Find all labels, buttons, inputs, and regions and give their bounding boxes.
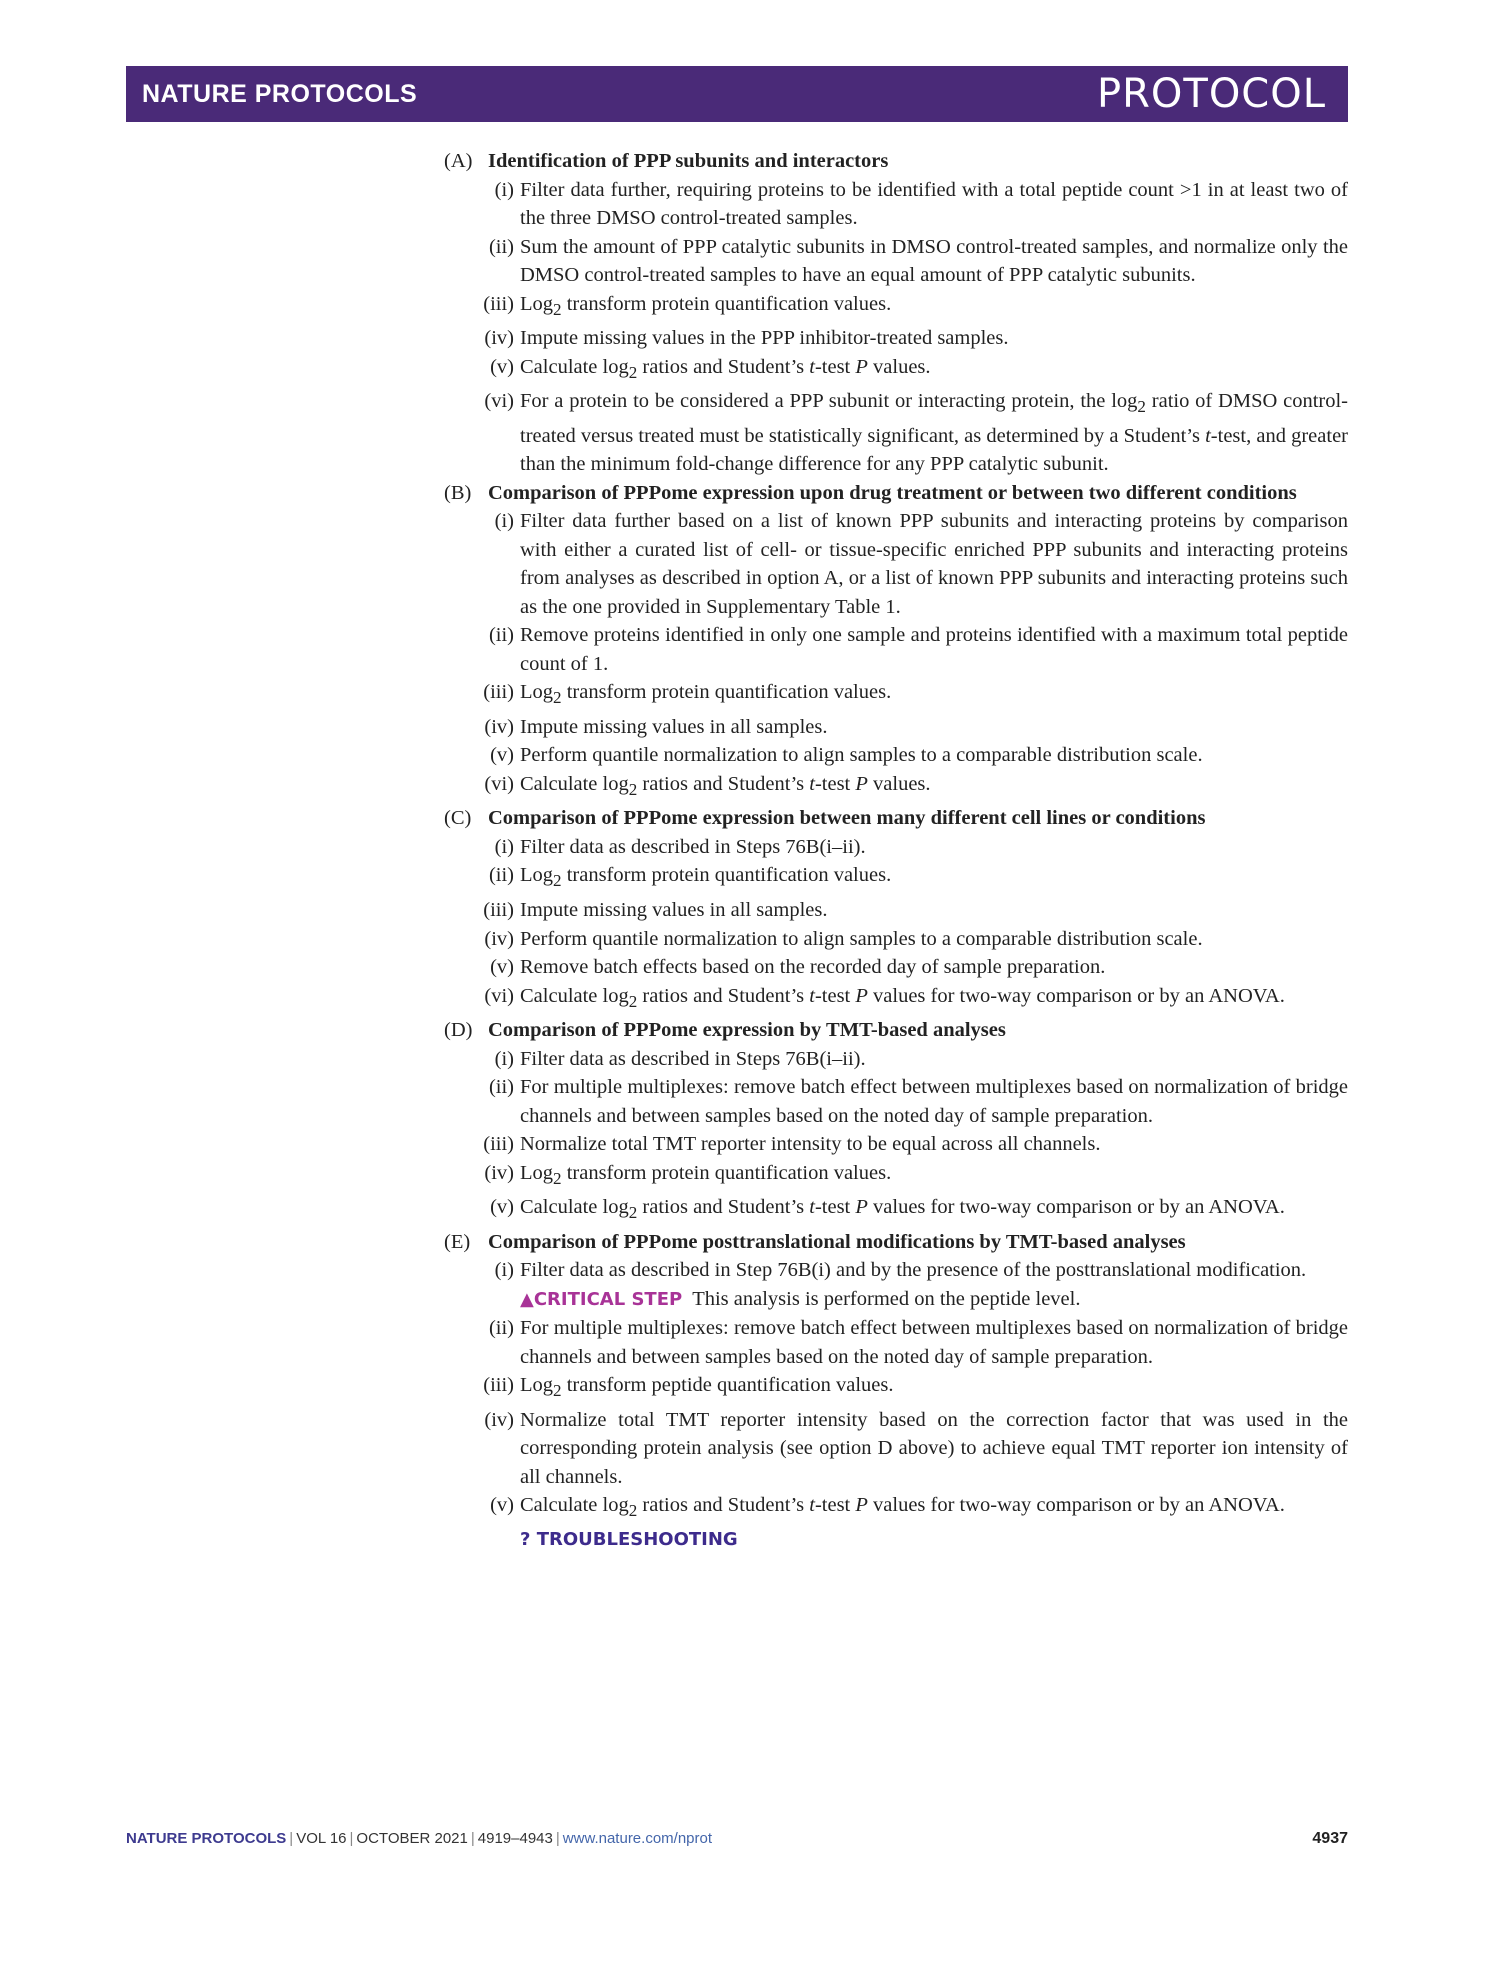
- step-label: (ii): [488, 235, 514, 258]
- step-label: (v): [490, 744, 514, 767]
- step-label: (iv): [484, 715, 514, 738]
- option-heading: [444, 1016, 1348, 1045]
- step-label: (iv): [484, 327, 514, 350]
- step-text: Calculate $\log_2$ ratios and Student’s t-test P values.: [520, 772, 931, 799]
- step-item: [444, 290, 1348, 325]
- option-heading: [444, 1228, 1348, 1257]
- footer-volume: VOL 16: [296, 1830, 347, 1847]
- step-text: Log$_2$ transform protein quantification values.: [520, 1161, 892, 1188]
- footer-pages: 4919–4943: [477, 1830, 553, 1847]
- header-bar: [126, 66, 1348, 122]
- critical-step-note: [444, 1285, 1348, 1315]
- article-type: PROTOCOL: [1096, 71, 1326, 117]
- step-label: (i): [494, 178, 514, 201]
- option-label: (E): [444, 1230, 471, 1253]
- step-item: [444, 387, 1348, 479]
- step-item: [444, 176, 1348, 233]
- step-label: (iv): [484, 1161, 514, 1184]
- step-label: (ii): [488, 1076, 514, 1099]
- step-item: [444, 507, 1348, 621]
- step-text: Filter data further based on a list of known PPP subunits and interacting proteins by comparison with either a curated list of cell- or tissue-specific enriched PPP subunits and interacting proteins from analyses as described in option A, or a list of known PPP subunits and interacting proteins such as the one provided in Supplementary Table 1.: [520, 510, 1348, 618]
- step-item: [444, 741, 1348, 770]
- step-text: For multiple multiplexes: remove batch effect between multiplexes based on normalization of bridge channels and between samples based on the noted day of sample preparation.: [520, 1317, 1348, 1368]
- step-item: [444, 1371, 1348, 1406]
- step-item: [444, 925, 1348, 954]
- option-title: Comparison of PPPome expression between many different cell lines or conditions: [488, 807, 1206, 830]
- step-item: [444, 1406, 1348, 1492]
- footer-journal: NATURE PROTOCOLS: [126, 1830, 287, 1847]
- step-text: Impute missing values in the PPP inhibitor-treated samples.: [520, 327, 1009, 350]
- step-text: Remove batch effects based on the recorded day of sample preparation.: [520, 956, 1106, 979]
- option-title: Comparison of PPPome expression by TMT-based analyses: [488, 1019, 1006, 1042]
- step-item: [444, 1256, 1348, 1285]
- step-text: Log$_2$ transform protein quantification values.: [520, 292, 892, 319]
- option-title: Comparison of PPPome posttranslational modifications by TMT-based analyses: [488, 1230, 1186, 1253]
- step-label: (iv): [484, 1408, 514, 1431]
- step-item: [444, 233, 1348, 290]
- step-label: (v): [490, 1494, 514, 1517]
- step-text: Impute missing values in all samples.: [520, 715, 828, 738]
- critical-step-label: ▲CRITICAL STEP: [520, 1288, 683, 1310]
- step-label: (iii): [483, 899, 514, 922]
- footer-url-link[interactable]: www.nature.com/nprot: [562, 1830, 713, 1847]
- step-text: Calculate $\log_2$ ratios and Student’s t-test P values for two-way comparison or by an ANOVA.: [520, 1196, 1285, 1223]
- page-number: 4937: [1312, 1830, 1348, 1847]
- option-title: Identification of PPP subunits and interactors: [488, 150, 889, 172]
- step-text: Calculate $\log_2$ ratios and Student’s t-test P values.: [520, 355, 931, 382]
- step-label: (ii): [488, 864, 514, 887]
- step-label: (i): [494, 1259, 514, 1282]
- step-label: (iii): [483, 1374, 514, 1397]
- step-text: Filter data further, requiring proteins to be identified with a total peptide count >1 in at least two of the three DMSO control-treated samples.: [520, 178, 1348, 229]
- step-label: (iv): [484, 927, 514, 950]
- step-text: Filter data as described in Steps 76B(i–ii).: [520, 835, 866, 858]
- step-item: [444, 982, 1348, 1017]
- journal-name: NATURE PROTOCOLS: [142, 80, 418, 108]
- step-item: [444, 713, 1348, 742]
- step-label: (v): [490, 355, 514, 378]
- step-text: Impute missing values in all samples.: [520, 899, 828, 922]
- option-label: (A): [444, 150, 473, 172]
- option-label: (D): [444, 1019, 473, 1042]
- option-heading: [444, 804, 1348, 833]
- step-label: (iii): [483, 1133, 514, 1156]
- step-item: [444, 1045, 1348, 1074]
- step-item: [444, 861, 1348, 896]
- step-item: [444, 770, 1348, 805]
- step-label: (vi): [484, 390, 514, 413]
- step-item: [444, 324, 1348, 353]
- step-text: Perform quantile normalization to align samples to a comparable distribution scale.: [520, 744, 1203, 767]
- step-text: Log$_2$ transform peptide quantification values.: [520, 1374, 894, 1401]
- step-text: Log$_2$ transform protein quantification values.: [520, 681, 892, 708]
- step-label: (iii): [483, 681, 514, 704]
- step-text: Filter data as described in Step 76B(i) and by the presence of the posttranslational modification.: [520, 1259, 1307, 1282]
- troubleshooting-link[interactable]: ? TROUBLESHOOTING: [520, 1529, 738, 1551]
- critical-step-text: This analysis is performed on the peptide level.: [692, 1287, 1081, 1310]
- step-label: (v): [490, 956, 514, 979]
- step-item: [444, 353, 1348, 388]
- step-item: [444, 678, 1348, 713]
- step-text: Calculate $\log_2$ ratios and Student’s t-test P values for two-way comparison or by an ANOVA.: [520, 984, 1285, 1011]
- option-label: (B): [444, 481, 472, 504]
- step-item: [444, 833, 1348, 862]
- step-text: For multiple multiplexes: remove batch effect between multiplexes based on normalization of bridge channels and between samples based on the noted day of sample preparation.: [520, 1076, 1348, 1127]
- step-text: Normalize total TMT reporter intensity based on the correction factor that was used in the corresponding protein analysis (see option D above) to achieve equal TMT reporter ion intensity of all channels.: [520, 1408, 1348, 1488]
- step-label: (i): [494, 835, 514, 858]
- footer: NATURE PROTOCOLS | VOL 16 | OCTOBER 2021 | 4919–4943 | www.nature.com/nprot 4937: [126, 1830, 1348, 1847]
- option-heading: [444, 479, 1348, 508]
- step-item: [444, 1159, 1348, 1194]
- option-label: (C): [444, 807, 472, 830]
- step-label: (i): [494, 1047, 514, 1070]
- step-text: Remove proteins identified in only one sample and proteins identified with a maximum total peptide count of 1.: [520, 624, 1348, 675]
- footer-date: OCTOBER 2021: [356, 1830, 468, 1847]
- step-label: (vi): [484, 984, 514, 1007]
- step-text: Sum the amount of PPP catalytic subunits in DMSO control-treated samples, and normalize only the DMSO control-treated samples to have an equal amount of PPP catalytic subunits.: [520, 235, 1348, 286]
- step-item: [444, 621, 1348, 678]
- step-item: [444, 1314, 1348, 1371]
- step-text: Calculate $\log_2$ ratios and Student’s t-test P values for two-way comparison or by an ANOVA.: [520, 1494, 1285, 1521]
- step-item: [444, 953, 1348, 982]
- step-text: Filter data as described in Steps 76B(i–ii).: [520, 1047, 866, 1070]
- option-title: Comparison of PPPome expression upon drug treatment or between two different conditions: [488, 481, 1297, 504]
- step-label: (vi): [484, 772, 514, 795]
- procedure-content: [444, 147, 1348, 1555]
- step-label: (iii): [483, 292, 514, 315]
- step-item: [444, 1491, 1348, 1526]
- step-label: (v): [490, 1196, 514, 1219]
- step-item: [444, 1193, 1348, 1228]
- option-heading: [444, 147, 1348, 176]
- step-item: [444, 1073, 1348, 1130]
- step-item: [444, 896, 1348, 925]
- step-label: (ii): [488, 624, 514, 647]
- step-label: (i): [494, 510, 514, 533]
- step-label: (ii): [488, 1317, 514, 1340]
- step-text: For a protein to be considered a PPP subunit or interacting protein, the $\log_2$ ratio of DMSO control-treated versus treated must be statistically significant, as determined by a Student’s t-test, and greater than the minimum fold-change difference for any PPP catalytic subunit.: [520, 390, 1349, 476]
- step-text: Perform quantile normalization to align samples to a comparable distribution scale.: [520, 927, 1203, 950]
- step-text: Normalize total TMT reporter intensity to be equal across all channels.: [520, 1133, 1101, 1156]
- step-text: Log$_2$ transform protein quantification values.: [520, 864, 892, 891]
- step-item: [444, 1130, 1348, 1159]
